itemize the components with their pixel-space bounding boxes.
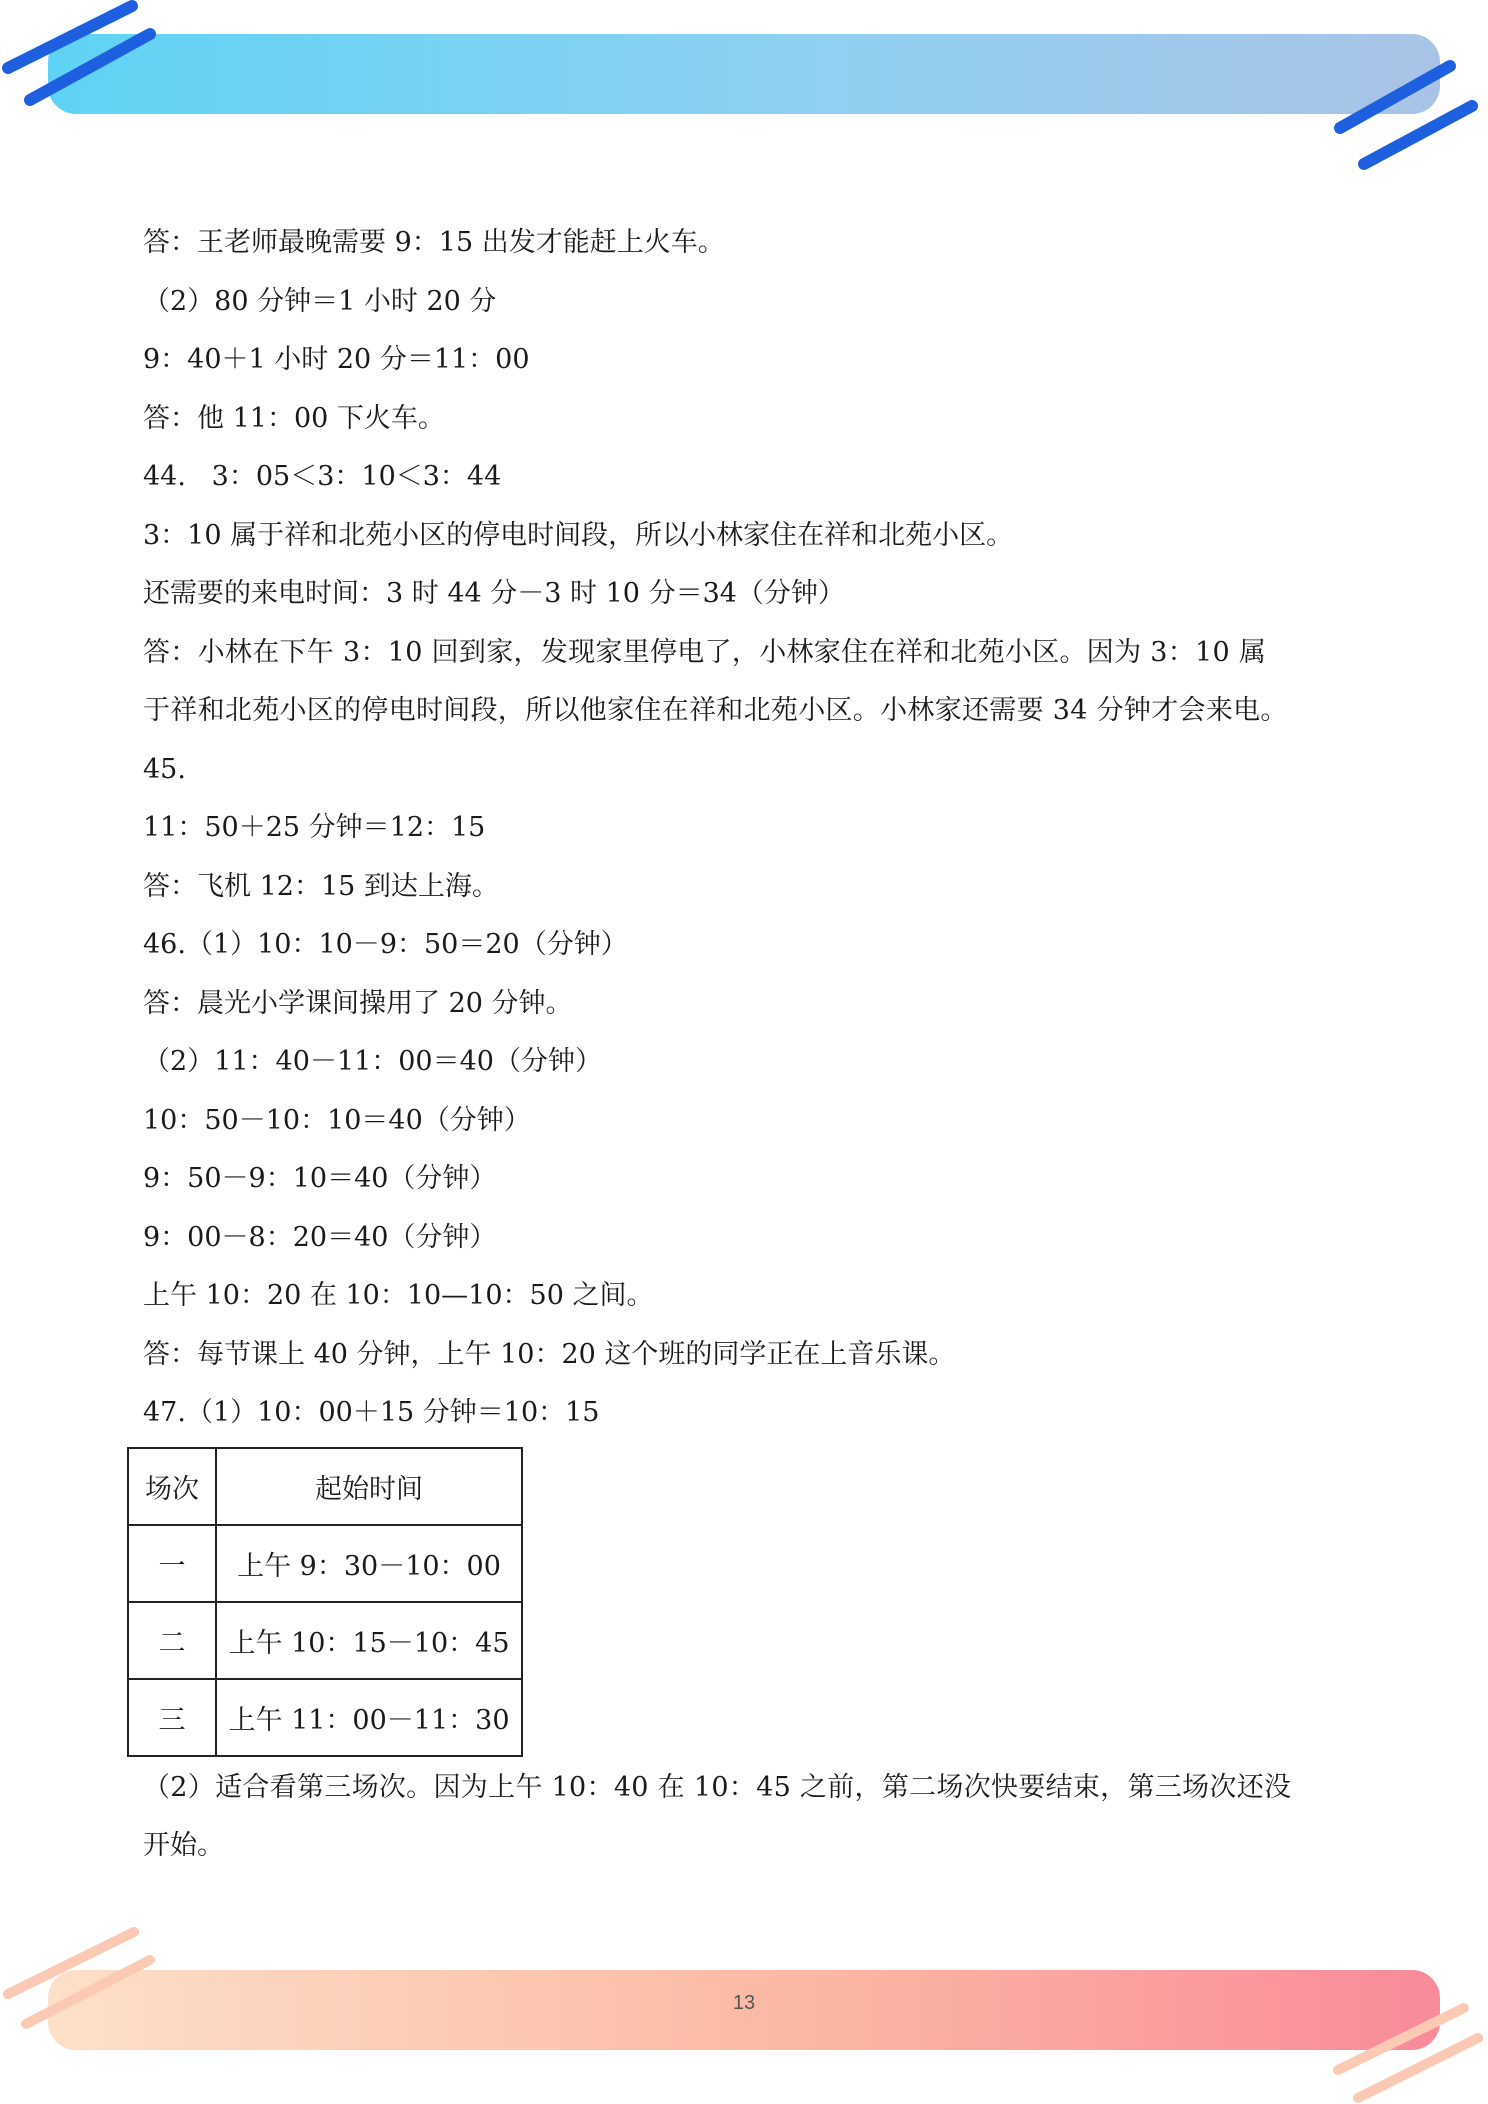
- footer-stripes-left: [0, 1920, 170, 2040]
- question-47-line: 47.（1）10：00＋15 分钟＝10：15: [143, 1397, 600, 1428]
- answer-line: 10：50－10：10＝40（分钟）: [143, 1104, 531, 1136]
- answer-line: 3：10 属于祥和北苑小区的停电时间段，所以小林家住在祥和北苑小区。: [143, 519, 1014, 551]
- stripe: [8, 1932, 134, 1994]
- page-number: 13: [732, 1992, 756, 2014]
- answer-line: 答：晨光小学课间操用了 20 分钟。: [143, 987, 573, 1019]
- question-45-line: 45.: [143, 753, 186, 785]
- schedule-table: [127, 1447, 523, 1757]
- answer-line: 11：50＋25 分钟＝12：15: [143, 812, 486, 843]
- header-band: [48, 34, 1440, 114]
- table-cell: 上午 10：15－10：45: [216, 1602, 522, 1679]
- table-cell: 二: [128, 1602, 216, 1679]
- table-cell: 一: [128, 1525, 216, 1602]
- answer-line: 答：小林在下午 3：10 回到家，发现家里停电了，小林家住在祥和北苑小区。因为 3：10 属: [143, 636, 1267, 668]
- answer-line: 答：飞机 12：15 到达上海。: [143, 870, 499, 902]
- table-row: [128, 1679, 522, 1756]
- table-row: [128, 1525, 522, 1602]
- header-stripes-right: [1320, 50, 1488, 180]
- answer-line: 答：他 11：00 下火车。: [143, 402, 445, 434]
- answer-line: 于祥和北苑小区的停电时间段，所以他家住在祥和北苑小区。小林家还需要 34 分钟才会来电。: [143, 695, 1288, 726]
- table-row: [128, 1602, 522, 1679]
- answer-line: 开始。: [143, 1830, 224, 1861]
- answer-line: （2）80 分钟＝1 小时 20 分: [143, 285, 497, 317]
- table-cell: 三: [128, 1679, 216, 1756]
- answer-line: 上午 10：20 在 10：10—10：50 之间。: [143, 1280, 654, 1311]
- table-header-cell: 起始时间: [216, 1448, 522, 1525]
- table-header-cell: 场次: [128, 1448, 216, 1525]
- stripe: [1364, 106, 1472, 164]
- question-46-line: 46.（1）10：10－9：50＝20（分钟）: [143, 929, 628, 960]
- stripe: [1338, 2008, 1464, 2070]
- answer-line: （2）适合看第三场次。因为上午 10：40 在 10：45 之前，第二场次快要结束，第三场次还没: [143, 1771, 1292, 1803]
- answer-line: （2）11：40－11：00＝40（分钟）: [143, 1046, 602, 1077]
- stripe: [1340, 66, 1450, 128]
- answer-line: 9：40＋1 小时 20 分＝11：00: [143, 344, 530, 375]
- answer-line: 答：王老师最晚需要 9：15 出发才能赶上火车。: [143, 227, 725, 258]
- question-44-line: 44. 3：05＜3：10＜3：44: [143, 461, 502, 492]
- answer-line: 9：00－8：20＝40（分钟）: [143, 1221, 497, 1253]
- answer-line: 答：每节课上 40 分钟，上午 10：20 这个班的同学正在上音乐课。: [143, 1338, 956, 1370]
- answer-content: [143, 214, 1363, 1876]
- table-header-row: [128, 1448, 522, 1525]
- header-stripes-left: [0, 0, 160, 120]
- answer-line: 还需要的来电时间：3 时 44 分－3 时 10 分＝34（分钟）: [143, 578, 845, 609]
- answer-line: 9：50－9：10＝40（分钟）: [143, 1163, 497, 1194]
- table-cell: 上午 9：30－10：00: [216, 1525, 522, 1602]
- table-cell: 上午 11：00－11：30: [216, 1679, 522, 1756]
